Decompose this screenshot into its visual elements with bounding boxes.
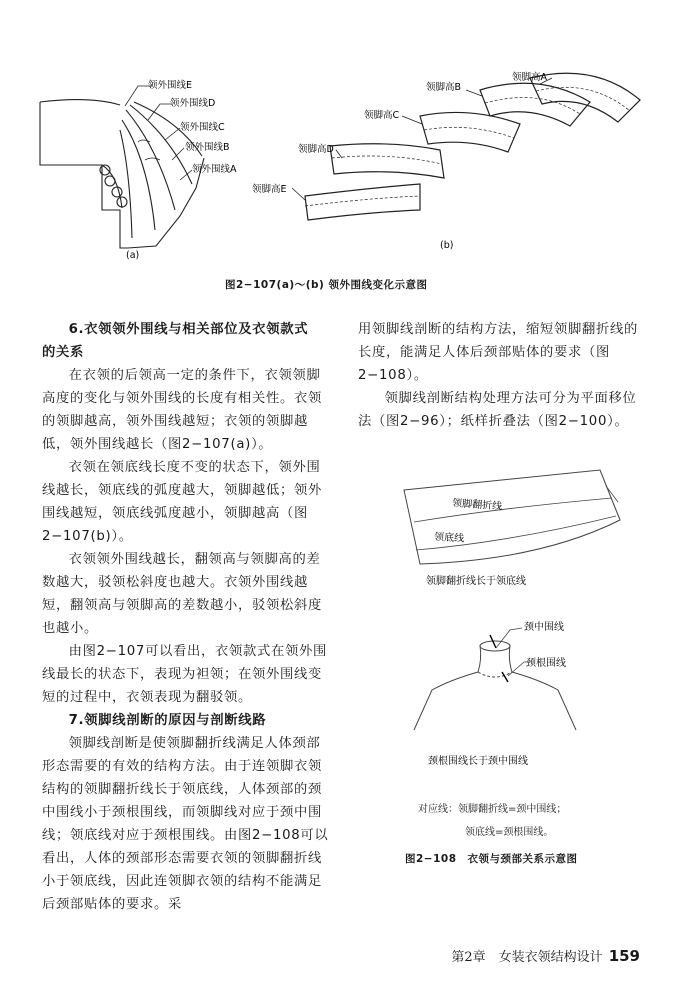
correspondence-line-2: 领底线=颈根围线。 bbox=[465, 827, 554, 838]
paragraph: 衣领在领底线长度不变的状态下，领外围线越长，领底线的弧度越大，领脚越低；领外围线越短，领底线弧度越小，领脚越高（图2−107(b)）。 bbox=[42, 460, 322, 544]
heading-6-cont: 的关系 bbox=[42, 345, 84, 360]
label-fold-line: 领脚翻折线 bbox=[451, 498, 503, 513]
label-outer-line-a: 领外围线A bbox=[192, 164, 237, 175]
figure-2-107b-drawing bbox=[305, 73, 640, 220]
label-neck-root: 颈根围线 bbox=[526, 658, 566, 669]
label-collar-stand-c: 领脚高C bbox=[364, 110, 400, 121]
label-collar-stand-d: 领脚高D bbox=[298, 144, 334, 155]
heading-6: 6.衣领领外围线与相关部位及衣领款式 bbox=[68, 322, 309, 337]
right-column bbox=[358, 318, 650, 433]
label-collar-stand-e: 领脚高E bbox=[252, 184, 287, 195]
collar-drawing bbox=[404, 470, 620, 564]
label-neck-mid: 颈中围线 bbox=[524, 622, 564, 633]
figure-2-107 bbox=[30, 60, 670, 270]
label-bottom-line: 领底线 bbox=[433, 532, 465, 545]
left-column bbox=[42, 318, 332, 916]
figure-sub-b: (b) bbox=[440, 240, 454, 251]
heading-7: 7.领脚线剖断的原因与剖断线路 bbox=[68, 713, 267, 728]
caption-neck: 颈根围线长于颈中围线 bbox=[428, 756, 528, 767]
label-outer-line-e: 领外围线E bbox=[148, 80, 193, 91]
label-outer-line-d: 领外围线D bbox=[170, 98, 216, 109]
paragraph: 用领脚线剖断的结构方法，缩短领脚翻折线的长度，能满足人体后颈部贴体的要求（图2−108）。 bbox=[358, 322, 638, 383]
paragraph: 领脚线剖断结构处理方法可分为平面移位法（图2−96）；纸样折叠法（图2−100）。 bbox=[358, 391, 637, 429]
figure-2-107-caption: 图2−107(a)～(b) 领外围线变化示意图 bbox=[225, 279, 428, 291]
label-collar-stand-b: 领脚高B bbox=[426, 82, 462, 93]
paragraph: 在衣领的后领高一定的条件下，衣领领脚高度的变化与领外围线的长度有相关性。衣领的领脚越高，领外围线越短；衣领的领脚越低，领外围线越长（图2−107(a)）。 bbox=[42, 368, 322, 452]
figure-2-108-caption: 图2−108 衣领与颈部关系示意图 bbox=[405, 853, 578, 865]
figure-2-108 bbox=[390, 460, 660, 790]
label-collar-stand-a: 领脚高A bbox=[512, 72, 547, 83]
label-outer-line-b: 领外围线B bbox=[185, 142, 230, 153]
correspondence-line-1: 对应线：领脚翻折线=颈中围线； bbox=[418, 804, 567, 815]
caption-collar: 领脚翻折线长于领底线 bbox=[426, 576, 526, 587]
paragraph: 衣领领外围线越长，翻领高与领脚高的差数越大，驳领松斜度也越大。衣领外围线越短，翻领高与领脚高的差数越小，驳领松斜度也越小。 bbox=[42, 552, 322, 636]
neck-drawing bbox=[414, 628, 576, 730]
paragraph: 领脚线剖断是使领脚翻折线满足人体颈部形态需要的有效的结构方法。由于连领脚衣领结构的领脚翻折线长于领底线，人体颈部的颈中围线小于颈根围线，而领脚线对应于颈中围线；领底线对应于颈根围线。由图2−108可以看出，人体的颈部形态需要衣领的领脚翻折线小于领底线，因此连领脚衣领的结构不能满足后颈部贴体的要求。采 bbox=[42, 736, 329, 912]
page-footer bbox=[451, 946, 640, 965]
chapter-title: 第2章 女装衣领结构设计 bbox=[451, 950, 603, 965]
figure-sub-a: (a) bbox=[126, 250, 140, 261]
page-number: 159 bbox=[608, 947, 640, 965]
paragraph: 由图2−107可以看出，衣领款式在领外围线最长的状态下，表现为袒领；在领外围线变短的过程中，衣领表现为翻驳领。 bbox=[42, 644, 328, 705]
label-outer-line-c: 领外围线C bbox=[180, 122, 225, 133]
